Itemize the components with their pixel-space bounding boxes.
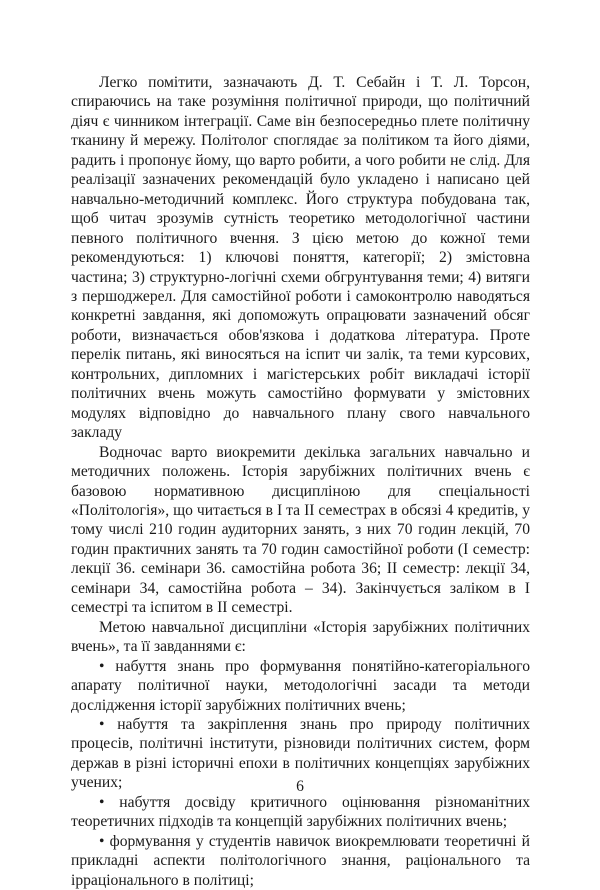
bullet-item: • набуття досвіду критичного оцінювання різноманітних теоретичних підходів та концепцій зарубіжних політичних вчень; <box>71 793 530 831</box>
paragraph-goals: Метою навчальної дисципліни «Історія зарубіжних політичних вчень», та її завданнями є: <box>71 618 530 656</box>
paragraph-intro: Легко помітити, зазначають Д. Т. Себайн і Т. Л. Торсон, спираючись на таке розуміння політичної природи, що політичний діяч є чинником інтеграції. Саме він безпосередньо плете політичну тканину й мережу. Політолог споглядає за політиком та його діями, радить і пропонує йому, що варто робити, а чого робити не слід. Для реалізації зазначених рекомендацій було укладено і написано цей навчально-методичний комплекс. Його структура побудована так, щоб читач зрозумів сутність теоретико методологічної частини певного політичного вчення. З цією метою до кожної теми рекомендуються: 1) ключові поняття, категорії; 2) змістовна частина; 3) структурно-логічні схеми обгрунтування теми; 4) витяги з першоджерел. Для самостійної роботи і самоконтролю наводяться конкретні завдання, які допоможуть опрацювати зазначений обсяг роботи, визначається обов'язкова і додаткова література. Проте перелік питань, які виносяться на іспит чи залік, та теми курсових, контрольних, дипломних і магістерських робіт викладачі історії політичних вчень можуть самостійно формувати у змістовних модулях відповідно до навчального плану свого навчального закладу <box>71 74 530 442</box>
bullet-item: • набуття знань про формування понятійно-категоріального апарату політичної науки, методологічні засади та методи дослідження історії зарубіжних політичних вчень; <box>71 657 530 714</box>
bullet-item: • набуття та закріплення знань про природу політичних процесів, політичні інститути, різновиди політичних систем, форм держав в різні історичні епохи в політичних концепціях зарубіжних учених; <box>71 715 530 792</box>
page-number: 6 <box>296 778 304 795</box>
page-body <box>71 73 530 890</box>
paragraph-course-info: Водночас варто виокремити декілька загальних навчально и методичних положень. Історія зарубіжних політичних вчень є базовою нормативною дисципліною для спеціальності «Політологія», що читається в І та ІІ семестрах в обсязі 4 кредитів, у тому числі 210 годин аудиторних занять, з них 70 годин лекцій, 70 годин практичних занять та 70 годин самостійної роботи (І семестр: лекції 36. семінари 36. самостійна робота 36; ІІ семестр: лекції 34, семінари 34, самостійна робота – 34). Закінчується заліком в І семестрі та іспитом в ІІ семестрі. <box>71 443 530 617</box>
bullet-item: • формування у студентів навичок виокремлювати теоретичні й прикладні аспекти політологічного знання, раціонального та ірраціонального в політиці; <box>71 832 530 889</box>
